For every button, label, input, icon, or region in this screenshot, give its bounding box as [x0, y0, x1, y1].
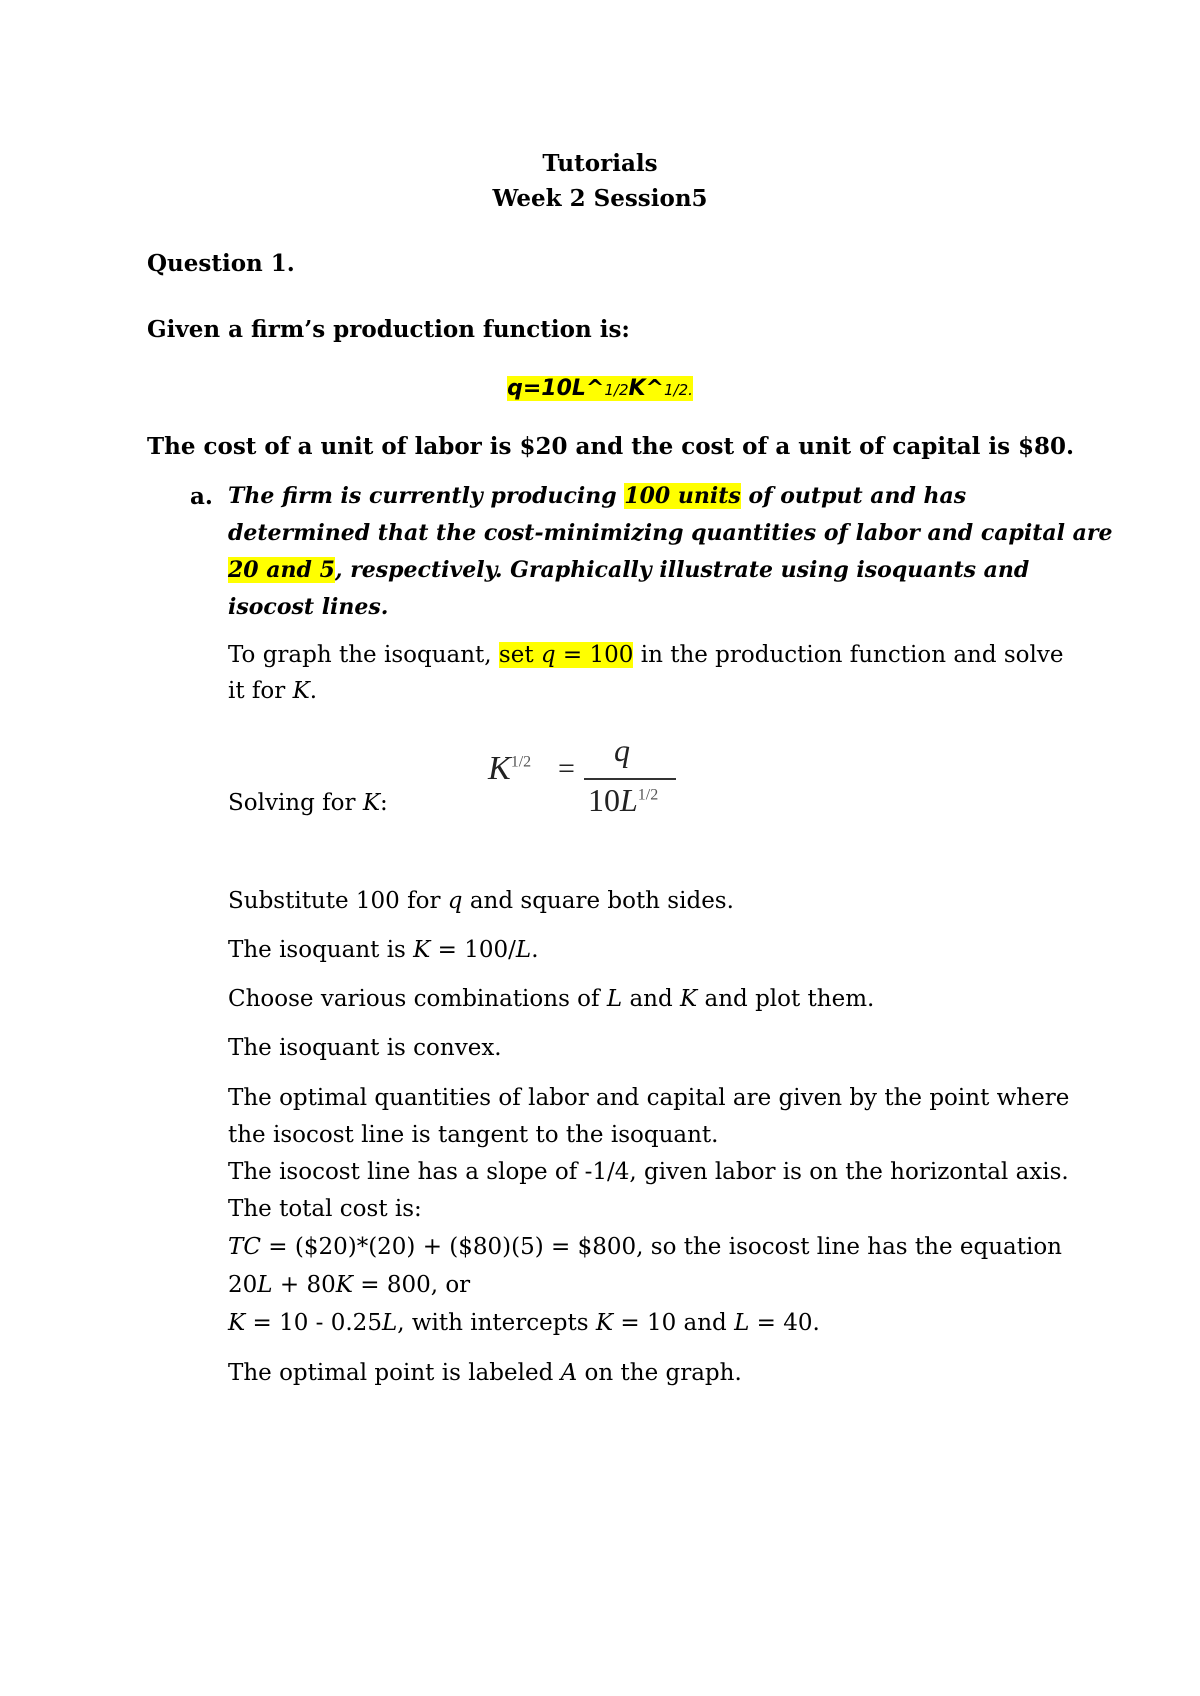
iso-pre: The isoquant is	[228, 937, 414, 963]
production-function	[0, 376, 1200, 401]
part-a-line4: isocost lines.	[228, 594, 389, 620]
optimal-line1: The optimal quantities of labor and capital are given by the point where	[228, 1085, 1070, 1111]
eq2-d: = 40.	[749, 1310, 820, 1336]
document-title: Tutorials	[542, 150, 658, 177]
pf-exp2: 1/2.	[663, 381, 693, 399]
answer-line2	[228, 678, 317, 704]
answer-l2-post: .	[309, 678, 318, 704]
answer-l1-pre: To graph the isoquant,	[228, 642, 499, 668]
final-var: A	[560, 1360, 578, 1386]
pf-exp1: 1/2	[604, 381, 629, 399]
choose-l: L	[606, 986, 623, 1012]
part-a-line1	[228, 483, 966, 509]
answer-l2-var: K	[292, 678, 310, 704]
answer-l1-post: in the production function and solve	[633, 642, 1064, 668]
pf-mid: K^	[628, 376, 664, 401]
iso-l: L	[515, 937, 532, 963]
iso-post: .	[531, 937, 539, 963]
formula-den-var: L	[620, 782, 638, 818]
total-cost-equation	[228, 1234, 1062, 1260]
k-formula	[488, 732, 688, 828]
answer-l1-q: q	[540, 642, 556, 668]
isoquant-equation	[228, 937, 539, 963]
cost-statement: The cost of a unit of labor is $20 and the cost of a unit of capital is $80.	[147, 433, 1075, 460]
sub-post: and square both sides.	[462, 888, 734, 914]
pf-prefix: q=10L^	[507, 376, 605, 401]
answer-l1-hl-a: set	[498, 642, 541, 668]
formula-numerator: q	[614, 732, 630, 768]
eq1-a: 20	[228, 1272, 258, 1298]
document-subtitle: Week 2 Session5	[492, 185, 708, 212]
choose-pre: Choose various combinations of	[228, 986, 607, 1012]
choose-combinations	[228, 986, 874, 1012]
sub-var: q	[447, 888, 463, 914]
iso-mid: = 100/	[430, 937, 516, 963]
part-a-highlight-units: 100 units	[624, 483, 741, 509]
isocost-intercepts	[228, 1310, 820, 1336]
eq2-k2: K	[595, 1310, 614, 1336]
choose-mid: and	[622, 986, 681, 1012]
part-a-line3	[228, 557, 1029, 583]
answer-line1	[228, 642, 1064, 668]
fraction-bar	[584, 778, 676, 780]
solving-for-k	[228, 790, 388, 816]
eq1-b: + 80	[272, 1272, 336, 1298]
slope-line: The isocost line has a slope of -1/4, given labor is on the horizontal axis.	[228, 1159, 1069, 1185]
part-a-label: a.	[190, 483, 213, 510]
question-intro: Given a firm’s production function is:	[147, 316, 630, 343]
substitute-line	[228, 888, 734, 914]
set-q-highlight	[499, 642, 634, 668]
tc-var: TC	[228, 1234, 261, 1260]
formula-lhs-exp: 1/2	[510, 753, 532, 771]
eq2-l: L	[381, 1310, 398, 1336]
eq1-l: L	[257, 1272, 273, 1298]
eq2-b: , with intercepts	[397, 1310, 596, 1336]
part-a-line1-post: of output and has	[740, 483, 967, 509]
isoquant-convex: The isoquant is convex.	[228, 1035, 502, 1061]
question-label: Question 1.	[147, 250, 295, 277]
eq2-l2: L	[734, 1310, 750, 1336]
answer-l2-pre: it for	[228, 678, 293, 704]
choose-post: and plot them.	[697, 986, 875, 1012]
solving-var: K	[362, 790, 381, 816]
production-function-text	[507, 376, 693, 401]
part-a-line3-post: , respectively. Graphically illustrate using isoquants and	[334, 557, 1030, 583]
eq2-a: = 10 - 0.25	[245, 1310, 382, 1336]
formula-den-coef: 10	[588, 782, 620, 818]
choose-k: K	[680, 986, 698, 1012]
answer-l1-hl-b: = 100	[555, 642, 634, 668]
final-post: on the graph.	[577, 1360, 742, 1386]
solving-post: :	[380, 790, 388, 816]
part-a-line2: determined that the cost-minimizing quantities of labor and capital are	[228, 520, 1113, 546]
formula-lhs-var: K	[488, 750, 511, 787]
final-pre: The optimal point is labeled	[228, 1360, 561, 1386]
eq1-k: K	[335, 1272, 353, 1298]
sub-pre: Substitute 100 for	[228, 888, 448, 914]
optimal-line2: the isocost line is tangent to the isoquant.	[228, 1122, 719, 1148]
tc-rest: = ($20)*(20) + ($80)(5) = $800, so the isocost line has the equation	[260, 1234, 1062, 1260]
solving-pre: Solving for	[228, 790, 363, 816]
eq1-c: = 800, or	[352, 1272, 471, 1298]
eq2-k: K	[228, 1310, 246, 1336]
optimal-point-label	[228, 1360, 742, 1386]
part-a-highlight-quantities: 20 and 5	[228, 557, 335, 583]
total-cost-label: The total cost is:	[228, 1196, 422, 1222]
formula-lhs	[488, 750, 531, 788]
formula-denominator	[588, 782, 658, 819]
isocost-equation	[228, 1272, 470, 1298]
part-a-line1-pre: The firm is currently producing	[228, 483, 625, 509]
formula-equals: =	[558, 752, 575, 785]
eq2-c: = 10 and	[613, 1310, 735, 1336]
iso-k: K	[413, 937, 431, 963]
formula-den-exp: 1/2	[637, 786, 659, 804]
